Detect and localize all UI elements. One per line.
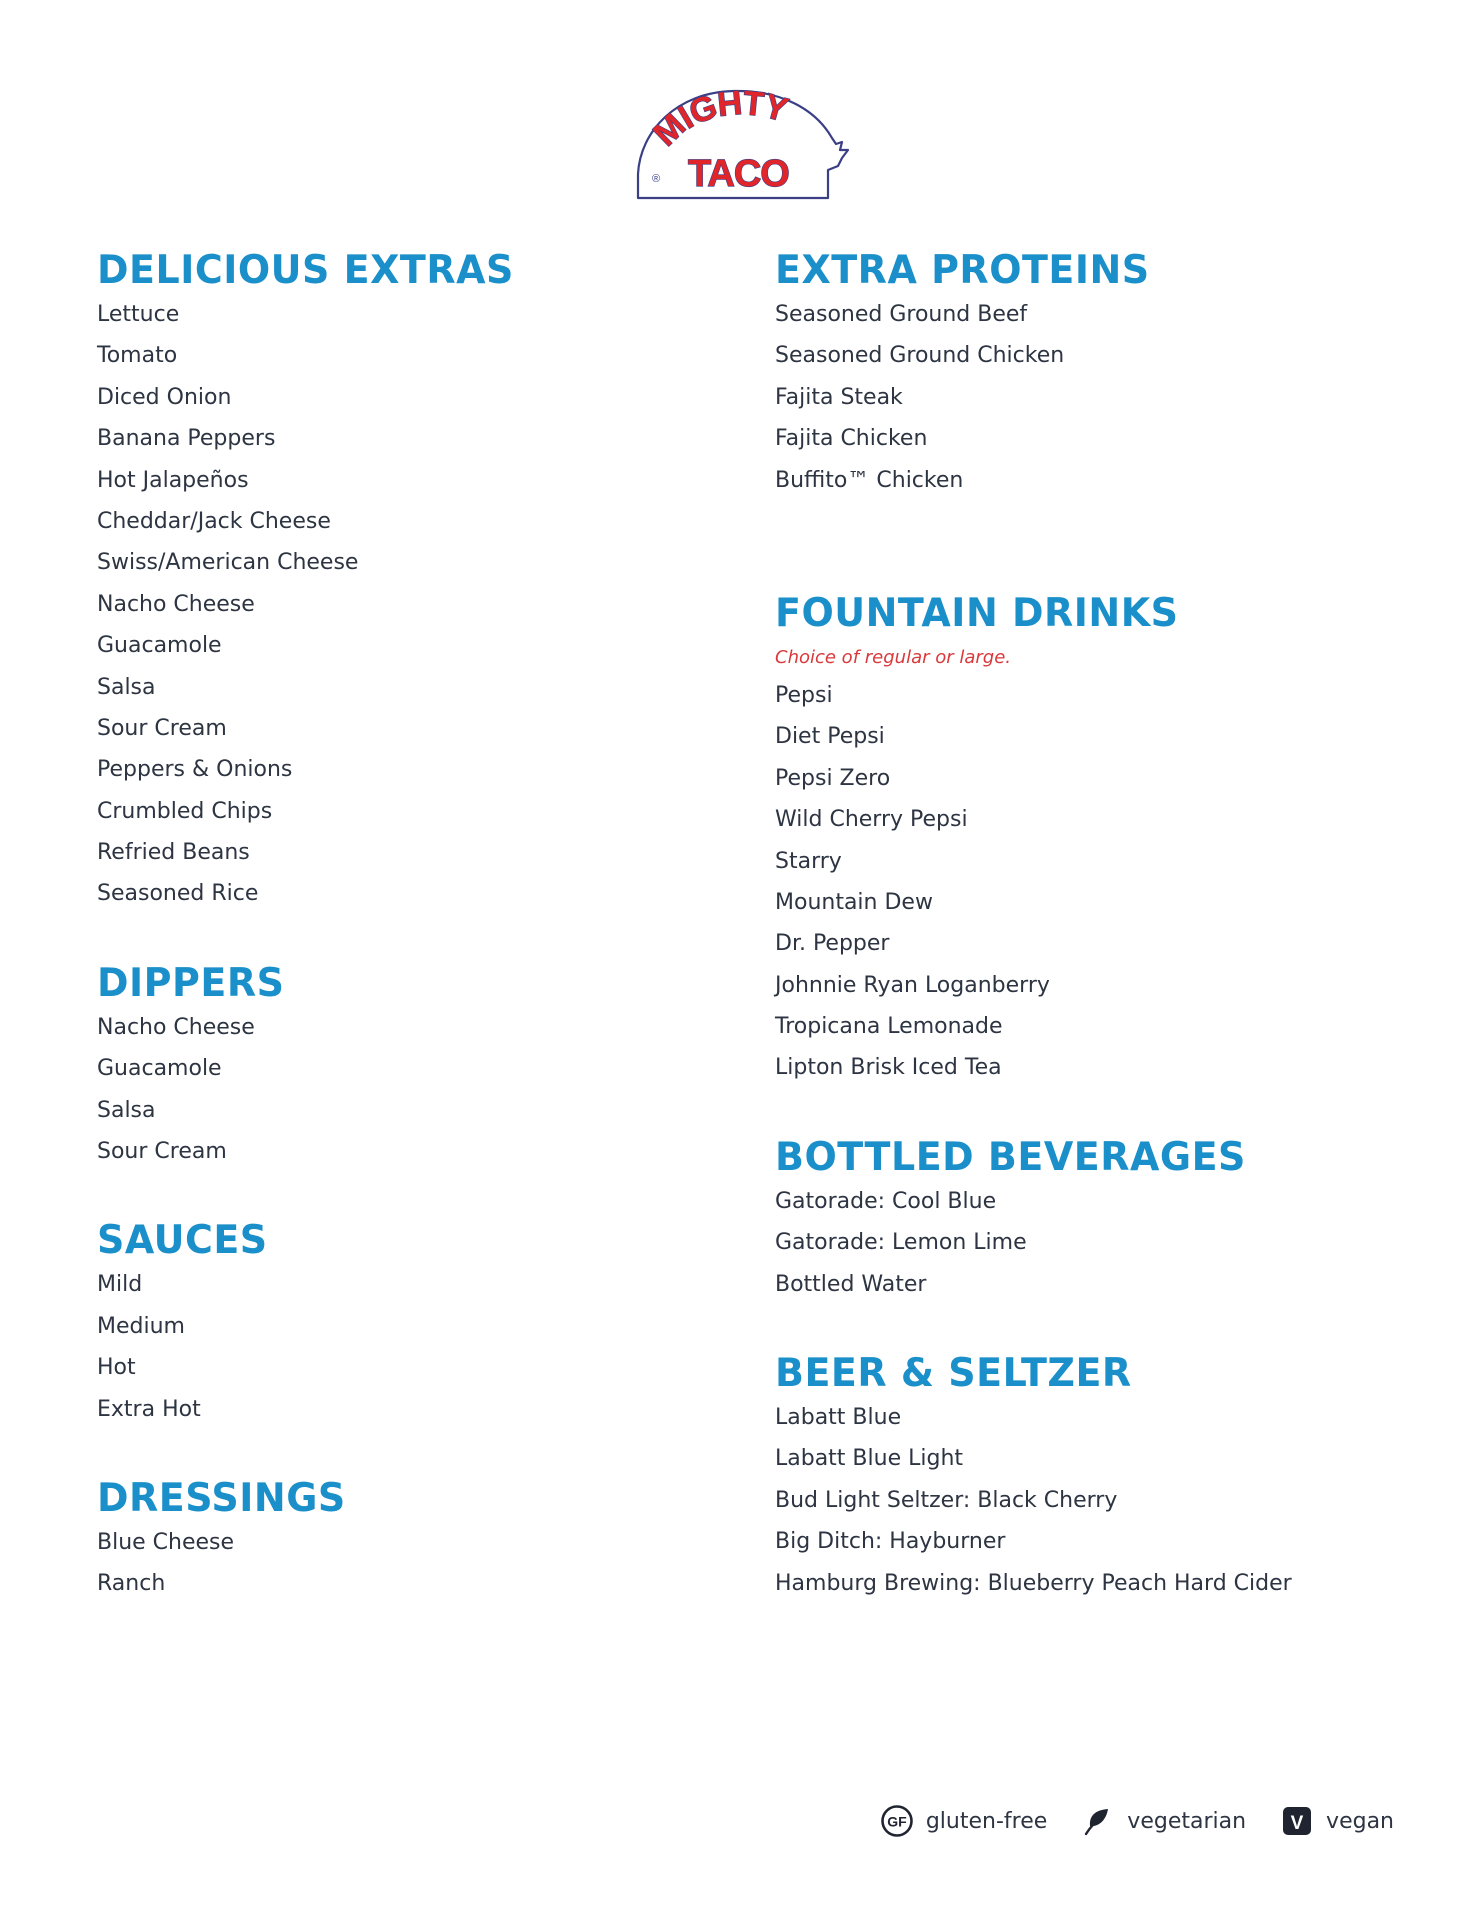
section-bottled-beverages xyxy=(775,1131,1415,1305)
logo-graphic xyxy=(632,86,854,204)
spacer xyxy=(97,1172,697,1214)
list-item: Hamburg Brewing: Blueberry Peach Hard Cider xyxy=(775,1570,1292,1596)
section-title: DIPPERS xyxy=(97,959,285,1005)
list-item: Nacho Cheese xyxy=(97,591,255,617)
list-item: Gatorade: Lemon Lime xyxy=(775,1230,1027,1256)
spacer xyxy=(97,1430,697,1472)
list-item: Gatorade: Cool Blue xyxy=(775,1188,997,1214)
list-item: Banana Peppers xyxy=(97,426,276,452)
list-item: Seasoned Rice xyxy=(97,881,259,907)
logo-word-taco: TACO xyxy=(688,153,789,195)
list-item: Big Ditch: Hayburner xyxy=(775,1529,1006,1555)
list-item: Seasoned Ground Chicken xyxy=(775,343,1065,369)
registered-mark: ® xyxy=(652,173,661,185)
list-item: Fajita Chicken xyxy=(775,426,928,452)
list-item: Swiss/American Cheese xyxy=(97,550,359,576)
section-title: FOUNTAIN DRINKS xyxy=(775,590,1179,635)
mighty-taco-logo xyxy=(632,86,854,204)
legend-vegetarian xyxy=(1081,1804,1246,1838)
list-item: Blue Cheese xyxy=(97,1529,235,1555)
list-item: Salsa xyxy=(97,1097,156,1123)
list-item: Hot xyxy=(97,1355,136,1381)
item-list xyxy=(775,294,1415,501)
list-item: Diet Pepsi xyxy=(775,724,885,750)
list-item: Mild xyxy=(97,1272,143,1298)
section-title: EXTRA PROTEINS xyxy=(775,247,1150,292)
list-item: Extra Hot xyxy=(97,1396,201,1422)
section-title: DRESSINGS xyxy=(97,1475,346,1520)
item-list xyxy=(97,1264,697,1430)
svg-text:V: V xyxy=(1290,1813,1304,1834)
section-extra-proteins xyxy=(775,244,1415,501)
list-item: Lipton Brisk Iced Tea xyxy=(775,1055,1002,1081)
list-item: Guacamole xyxy=(97,1056,222,1082)
section-dippers xyxy=(97,957,697,1173)
list-item: Peppers & Onions xyxy=(97,757,293,783)
list-item: Fajita Steak xyxy=(775,384,903,410)
list-item: Salsa xyxy=(97,674,156,700)
list-item: Crumbled Chips xyxy=(97,798,273,824)
list-item: Dr. Pepper xyxy=(775,931,890,957)
item-list xyxy=(97,1522,697,1605)
list-item: Labatt Blue xyxy=(775,1405,902,1431)
list-item: Wild Cherry Pepsi xyxy=(775,807,968,833)
list-item: Mountain Dew xyxy=(775,889,933,915)
list-item: Seasoned Ground Beef xyxy=(775,302,1028,327)
section-beer-seltzer xyxy=(775,1347,1415,1604)
list-item: Bud Light Seltzer: Black Cherry xyxy=(775,1487,1118,1513)
size-note: Choice of regular or large. xyxy=(775,646,1012,668)
legend-label: gluten-free xyxy=(925,1808,1048,1834)
list-item: Cheddar/Jack Cheese xyxy=(97,508,331,534)
list-item: Pepsi Zero xyxy=(775,765,891,791)
vegan-icon xyxy=(1280,1804,1314,1838)
section-delicious-extras xyxy=(97,244,697,915)
list-item: Labatt Blue Light xyxy=(775,1446,964,1472)
legend-gluten-free xyxy=(880,1804,1047,1838)
list-item: Sour Cream xyxy=(97,1139,227,1165)
legend-label: vegetarian xyxy=(1127,1808,1247,1834)
list-item: Sour Cream xyxy=(97,715,227,741)
item-list xyxy=(775,675,1415,1089)
item-list xyxy=(775,1397,1415,1604)
svg-text:GF: GF xyxy=(887,1813,907,1830)
list-item: Medium xyxy=(97,1313,185,1339)
list-item: Lettuce xyxy=(97,302,180,327)
list-item: Johnnie Ryan Loganberry xyxy=(775,972,1050,998)
list-item: Pepsi xyxy=(775,682,833,708)
list-item: Refried Beans xyxy=(97,840,250,866)
spacer xyxy=(97,915,697,957)
list-item: Hot Jalapeños xyxy=(97,467,249,493)
list-item: Tropicana Lemonade xyxy=(775,1014,1003,1040)
gluten-free-icon xyxy=(880,1804,914,1838)
section-dressings xyxy=(97,1472,697,1605)
item-list xyxy=(97,294,697,915)
spacer xyxy=(775,1089,1415,1131)
section-sauces xyxy=(97,1214,697,1430)
section-title: DELICIOUS EXTRAS xyxy=(97,247,514,292)
spacer xyxy=(775,501,1415,587)
section-title: BOTTLED BEVERAGES xyxy=(775,1133,1246,1179)
item-list xyxy=(97,1007,697,1173)
section-title: SAUCES xyxy=(97,1217,268,1263)
list-item: Bottled Water xyxy=(775,1271,927,1297)
section-fountain-drinks xyxy=(775,587,1415,1089)
leaf-icon xyxy=(1081,1804,1115,1838)
list-item: Guacamole xyxy=(97,633,222,659)
list-item: Buffito™ Chicken xyxy=(775,467,964,493)
list-item: Diced Onion xyxy=(97,384,232,410)
list-item: Ranch xyxy=(97,1571,166,1597)
right-column xyxy=(775,244,1415,1604)
list-item: Tomato xyxy=(97,343,178,369)
item-list xyxy=(775,1181,1415,1305)
list-item: Starry xyxy=(775,848,842,874)
legend-vegan xyxy=(1280,1804,1394,1838)
list-item: Nacho Cheese xyxy=(97,1014,255,1040)
legend-label: vegan xyxy=(1326,1808,1394,1834)
dietary-legend xyxy=(880,1804,1394,1838)
left-column xyxy=(97,244,697,1605)
section-title: BEER & SELTZER xyxy=(775,1350,1132,1395)
spacer xyxy=(775,1305,1415,1347)
logo-word-mighty: MIGHTY xyxy=(646,86,791,154)
